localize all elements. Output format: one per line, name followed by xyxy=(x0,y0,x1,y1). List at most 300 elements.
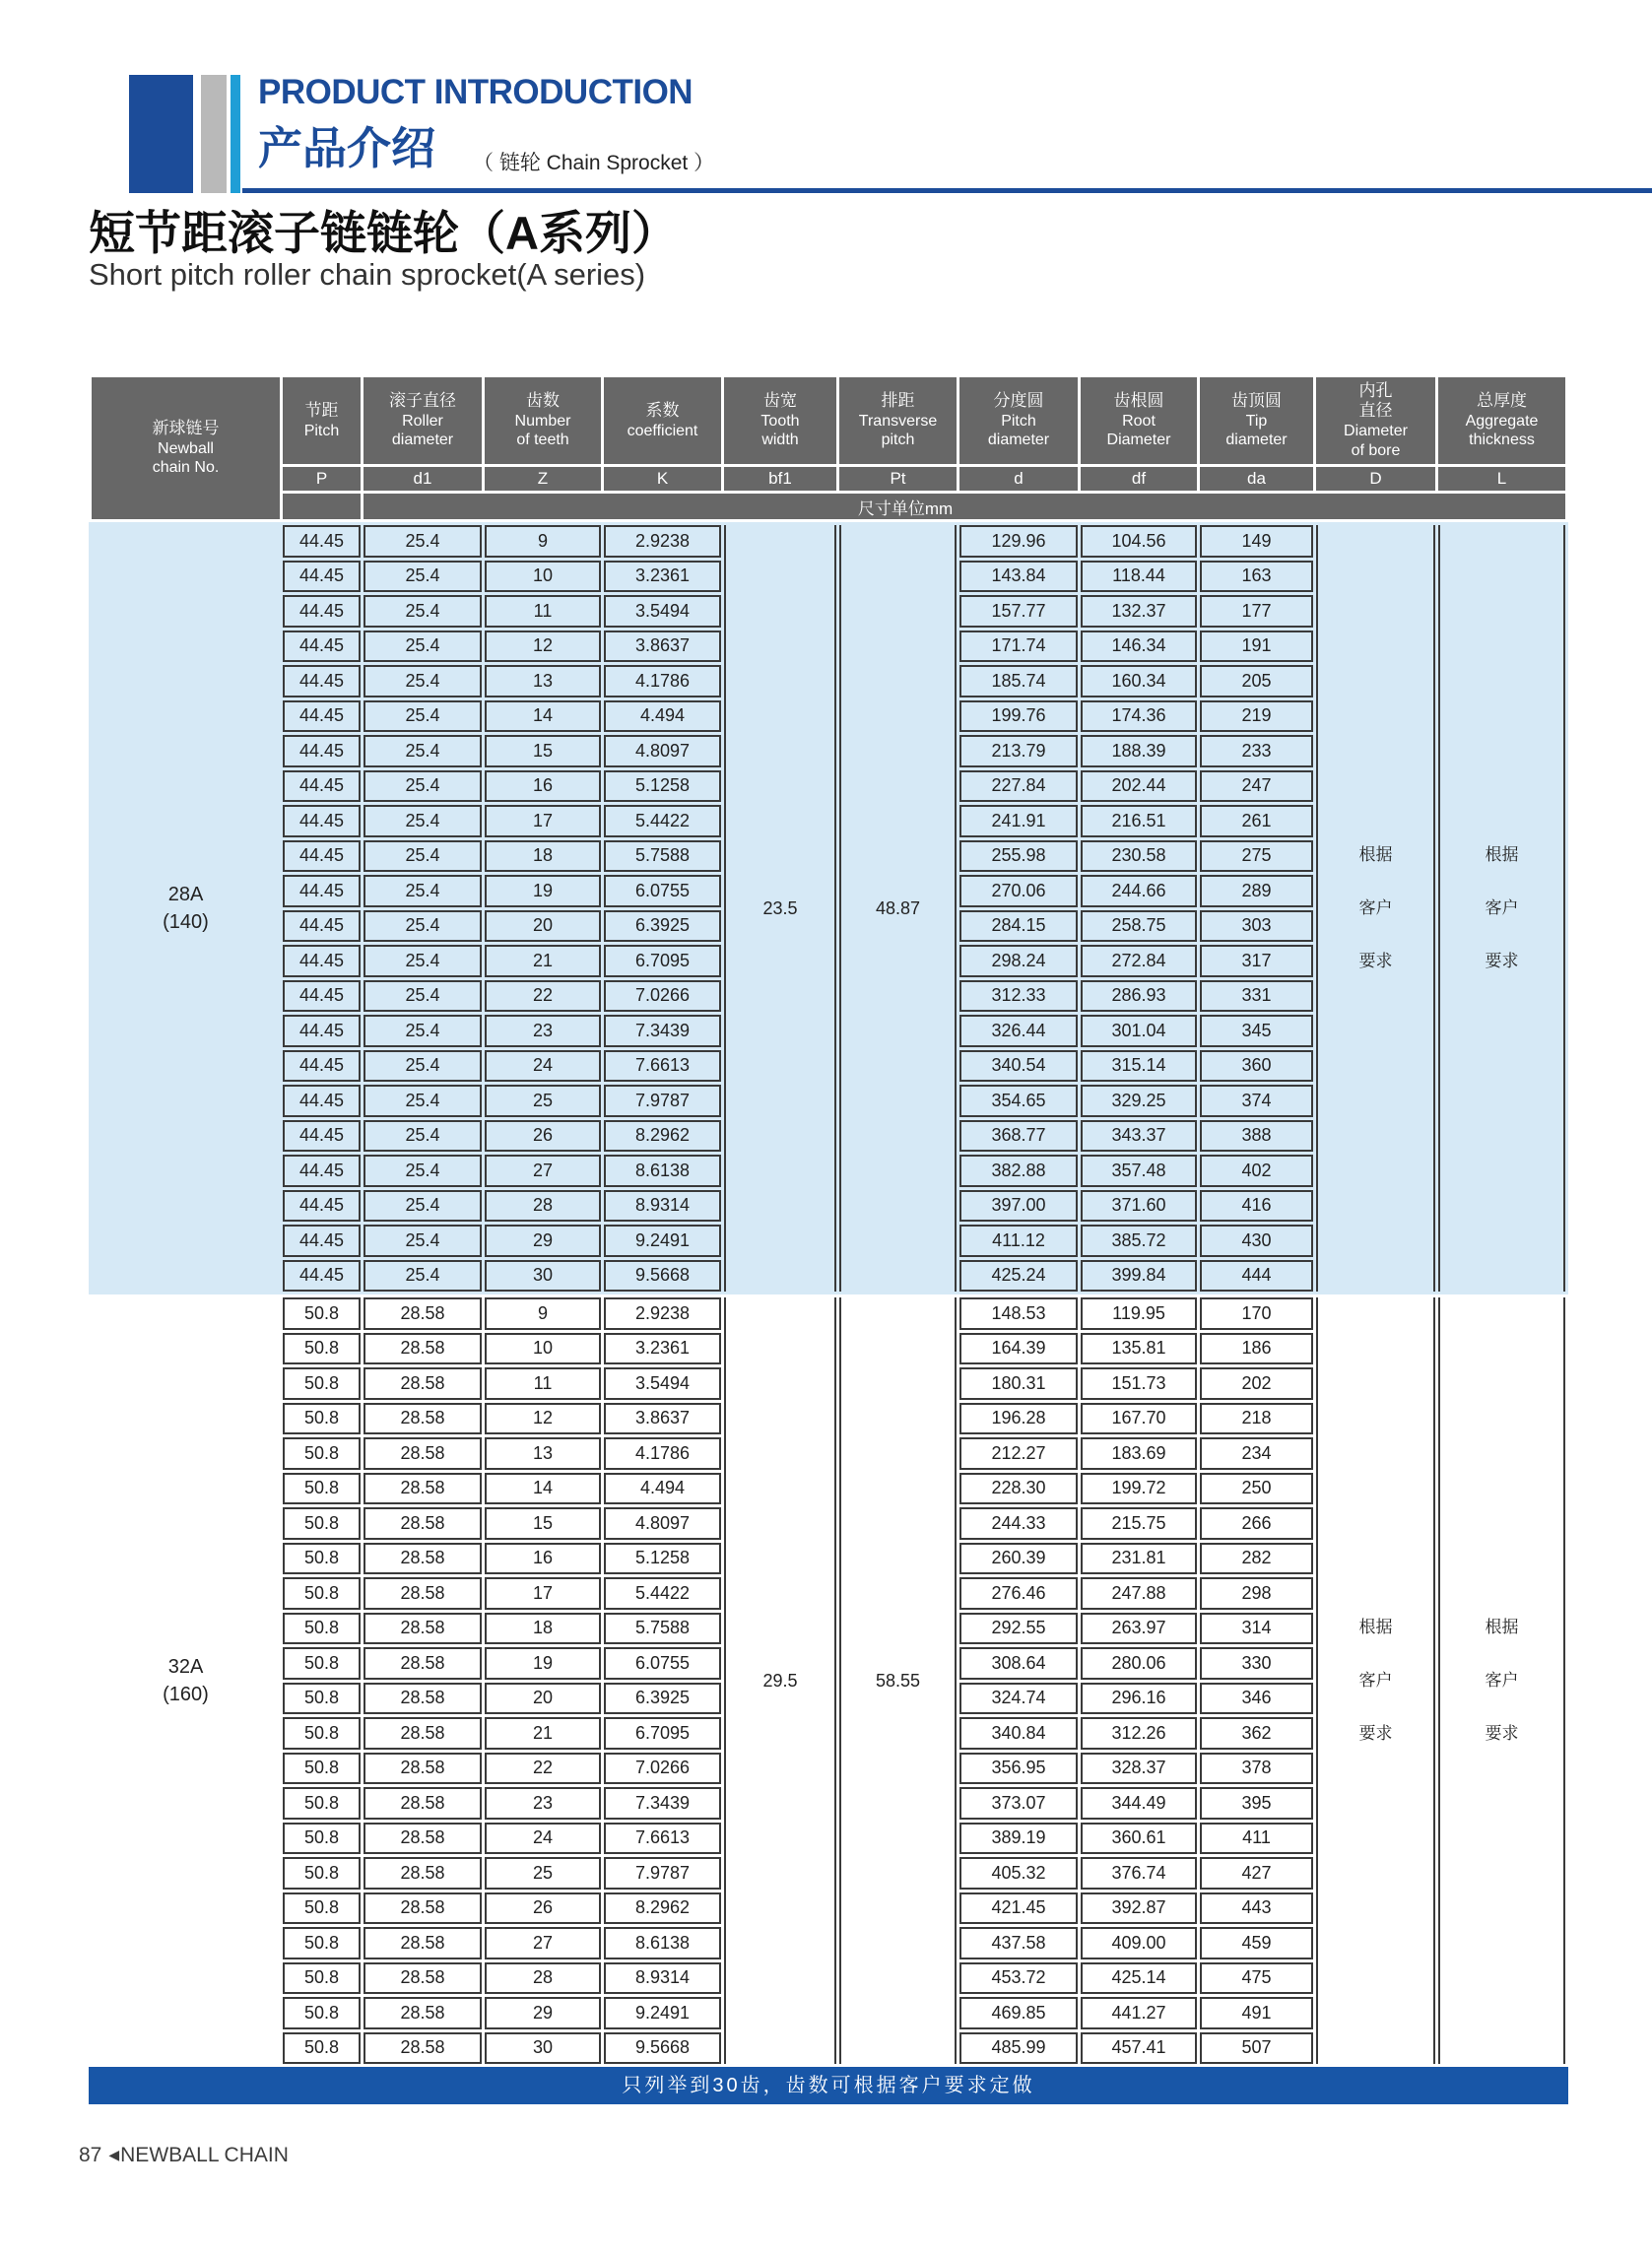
value-cell: 25.4 xyxy=(363,1120,482,1153)
value-cell: 392.87 xyxy=(1081,1892,1197,1925)
value-cell: 25.4 xyxy=(363,1015,482,1047)
value-cell: 11 xyxy=(485,1367,601,1400)
value-cell: 19 xyxy=(485,1647,601,1680)
value-cell: 44.45 xyxy=(283,700,361,733)
value-cell: 397.00 xyxy=(959,1190,1078,1223)
value-cell: 25.4 xyxy=(363,1155,482,1187)
value-cell: 343.37 xyxy=(1081,1120,1197,1153)
value-cell: 296.16 xyxy=(1081,1683,1197,1715)
value-cell: 344.49 xyxy=(1081,1787,1197,1820)
value-cell: 25.4 xyxy=(363,875,482,907)
value-cell: 50.8 xyxy=(283,1437,361,1470)
header-title-en: PRODUCT INTRODUCTION xyxy=(258,73,694,111)
value-cell: 25.4 xyxy=(363,1085,482,1117)
header-subtitle: （ 链轮 Chain Sprocket ） xyxy=(473,152,715,174)
value-cell: 19 xyxy=(485,875,601,907)
value-cell: 5.7588 xyxy=(604,1613,721,1645)
value-cell: 205 xyxy=(1200,665,1313,697)
value-cell: 135.81 xyxy=(1081,1333,1197,1365)
col-symbol-D: D xyxy=(1316,467,1435,491)
value-cell: 8.2962 xyxy=(604,1120,721,1153)
col-symbol-df: df xyxy=(1081,467,1197,491)
value-cell: 167.70 xyxy=(1081,1403,1197,1435)
value-cell: 2.9238 xyxy=(604,525,721,558)
value-cell: 28.58 xyxy=(363,1787,482,1820)
value-cell: 3.2361 xyxy=(604,1333,721,1365)
value-cell: 28.58 xyxy=(363,1857,482,1890)
value-cell: 157.77 xyxy=(959,595,1078,628)
value-cell: 28.58 xyxy=(363,1997,482,2029)
transverse-pitch-cell: 58.55 xyxy=(839,1297,957,2064)
col-symbol-K: K xyxy=(604,467,721,491)
value-cell: 8.9314 xyxy=(604,1190,721,1223)
value-cell: 25.4 xyxy=(363,805,482,837)
value-cell: 215.75 xyxy=(1081,1507,1197,1540)
value-cell: 28 xyxy=(485,1190,601,1223)
col-symbol-Z: Z xyxy=(485,467,601,491)
value-cell: 50.8 xyxy=(283,1297,361,1330)
value-cell: 459 xyxy=(1200,1927,1313,1959)
value-cell: 8.2962 xyxy=(604,1892,721,1925)
value-cell: 22 xyxy=(485,1753,601,1785)
value-cell: 44.45 xyxy=(283,1260,361,1293)
value-cell: 44.45 xyxy=(283,631,361,663)
value-cell: 25.4 xyxy=(363,770,482,803)
value-cell: 25.4 xyxy=(363,595,482,628)
value-cell: 368.77 xyxy=(959,1120,1078,1153)
aggregate-thickness-note-cell: 根据 客户 要求 xyxy=(1438,1297,1565,2064)
col-symbol-d1: d1 xyxy=(363,467,482,491)
value-cell: 25.4 xyxy=(363,561,482,593)
value-cell: 28.58 xyxy=(363,1683,482,1715)
value-cell: 324.74 xyxy=(959,1683,1078,1715)
col-header-L: 总厚度 Aggregate thickness xyxy=(1438,377,1565,464)
value-cell: 247.88 xyxy=(1081,1577,1197,1610)
spec-table-block-28A xyxy=(89,522,1568,1294)
value-cell: 7.6613 xyxy=(604,1050,721,1083)
value-cell: 170 xyxy=(1200,1297,1313,1330)
value-cell: 389.19 xyxy=(959,1823,1078,1855)
value-cell: 475 xyxy=(1200,1962,1313,1995)
value-cell: 28 xyxy=(485,1962,601,1995)
value-cell: 5.4422 xyxy=(604,1577,721,1610)
value-cell: 151.73 xyxy=(1081,1367,1197,1400)
value-cell: 382.88 xyxy=(959,1155,1078,1187)
value-cell: 7.3439 xyxy=(604,1015,721,1047)
value-cell: 3.5494 xyxy=(604,595,721,628)
value-cell: 491 xyxy=(1200,1997,1313,2029)
value-cell: 188.39 xyxy=(1081,735,1197,767)
value-cell: 12 xyxy=(485,631,601,663)
value-cell: 44.45 xyxy=(283,1190,361,1223)
value-cell: 7.9787 xyxy=(604,1857,721,1890)
value-cell: 44.45 xyxy=(283,1085,361,1117)
value-cell: 8.6138 xyxy=(604,1155,721,1187)
value-cell: 25.4 xyxy=(363,700,482,733)
section-title-cn: 短节距滚子链链轮（A系列） xyxy=(89,207,678,259)
value-cell: 13 xyxy=(485,1437,601,1470)
value-cell: 202 xyxy=(1200,1367,1313,1400)
value-cell: 6.7095 xyxy=(604,945,721,977)
col-symbol-Pt: Pt xyxy=(839,467,957,491)
value-cell: 212.27 xyxy=(959,1437,1078,1470)
value-cell: 28.58 xyxy=(363,1577,482,1610)
value-cell: 44.45 xyxy=(283,561,361,593)
value-cell: 298.24 xyxy=(959,945,1078,977)
value-cell: 50.8 xyxy=(283,1577,361,1610)
value-cell: 29 xyxy=(485,1225,601,1257)
value-cell: 17 xyxy=(485,805,601,837)
value-cell: 14 xyxy=(485,700,601,733)
value-cell: 14 xyxy=(485,1473,601,1505)
value-cell: 9.5668 xyxy=(604,2032,721,2065)
value-cell: 241.91 xyxy=(959,805,1078,837)
value-cell: 44.45 xyxy=(283,910,361,943)
value-cell: 25.4 xyxy=(363,1260,482,1293)
value-cell: 354.65 xyxy=(959,1085,1078,1117)
page-number: 87 xyxy=(79,2144,102,2166)
value-cell: 340.84 xyxy=(959,1717,1078,1750)
value-cell: 441.27 xyxy=(1081,1997,1197,2029)
value-cell: 44.45 xyxy=(283,595,361,628)
value-cell: 164.39 xyxy=(959,1333,1078,1365)
value-cell: 132.37 xyxy=(1081,595,1197,628)
value-cell: 6.7095 xyxy=(604,1717,721,1750)
value-cell: 453.72 xyxy=(959,1962,1078,1995)
spec-table-header xyxy=(89,374,1568,522)
value-cell: 7.6613 xyxy=(604,1823,721,1855)
value-cell: 25.4 xyxy=(363,910,482,943)
value-cell: 457.41 xyxy=(1081,2032,1197,2065)
value-cell: 216.51 xyxy=(1081,805,1197,837)
value-cell: 44.45 xyxy=(283,945,361,977)
bore-diameter-note-cell: 根据 客户 要求 xyxy=(1316,525,1435,1292)
value-cell: 3.8637 xyxy=(604,631,721,663)
transverse-pitch-cell: 48.87 xyxy=(839,525,957,1292)
col-header-P: 节距 Pitch xyxy=(283,377,361,464)
value-cell: 25 xyxy=(485,1085,601,1117)
value-cell: 233 xyxy=(1200,735,1313,767)
value-cell: 50.8 xyxy=(283,1647,361,1680)
value-cell: 44.45 xyxy=(283,1225,361,1257)
value-cell: 28.58 xyxy=(363,1962,482,1995)
unit-row-empty-cell xyxy=(283,494,361,519)
page-footer xyxy=(79,2144,289,2167)
chain-no-cell: 28A (140) xyxy=(163,884,209,933)
value-cell: 28.58 xyxy=(363,1333,482,1365)
col-header-d1: 滚子直径 Roller diameter xyxy=(363,377,482,464)
value-cell: 275 xyxy=(1200,840,1313,873)
value-cell: 22 xyxy=(485,980,601,1013)
value-cell: 292.55 xyxy=(959,1613,1078,1645)
aggregate-thickness-note-cell: 根据 客户 要求 xyxy=(1438,525,1565,1292)
value-cell: 345 xyxy=(1200,1015,1313,1047)
value-cell: 270.06 xyxy=(959,875,1078,907)
value-cell: 260.39 xyxy=(959,1543,1078,1575)
value-cell: 272.84 xyxy=(1081,945,1197,977)
value-cell: 44.45 xyxy=(283,1120,361,1153)
value-cell: 376.74 xyxy=(1081,1857,1197,1890)
value-cell: 28.58 xyxy=(363,1437,482,1470)
value-cell: 6.0755 xyxy=(604,1647,721,1680)
value-cell: 331 xyxy=(1200,980,1313,1013)
value-cell: 360.61 xyxy=(1081,1823,1197,1855)
value-cell: 9.2491 xyxy=(604,1225,721,1257)
value-cell: 303 xyxy=(1200,910,1313,943)
value-cell: 244.66 xyxy=(1081,875,1197,907)
value-cell: 4.494 xyxy=(604,1473,721,1505)
value-cell: 28.58 xyxy=(363,1403,482,1435)
value-cell: 244.33 xyxy=(959,1507,1078,1540)
value-cell: 171.74 xyxy=(959,631,1078,663)
value-cell: 11 xyxy=(485,595,601,628)
tooth-width-cell: 23.5 xyxy=(724,525,836,1292)
value-cell: 28.58 xyxy=(363,1823,482,1855)
value-cell: 258.75 xyxy=(1081,910,1197,943)
value-cell: 143.84 xyxy=(959,561,1078,593)
value-cell: 373.07 xyxy=(959,1787,1078,1820)
logo-accent-block-gray xyxy=(201,75,227,193)
value-cell: 3.8637 xyxy=(604,1403,721,1435)
value-cell: 227.84 xyxy=(959,770,1078,803)
value-cell: 4.1786 xyxy=(604,1437,721,1470)
value-cell: 21 xyxy=(485,1717,601,1750)
value-cell: 9 xyxy=(485,525,601,558)
value-cell: 385.72 xyxy=(1081,1225,1197,1257)
value-cell: 289 xyxy=(1200,875,1313,907)
value-cell: 360 xyxy=(1200,1050,1313,1083)
value-cell: 50.8 xyxy=(283,1507,361,1540)
value-cell: 50.8 xyxy=(283,1613,361,1645)
value-cell: 25.4 xyxy=(363,525,482,558)
value-cell: 25.4 xyxy=(363,1225,482,1257)
value-cell: 50.8 xyxy=(283,1683,361,1715)
value-cell: 50.8 xyxy=(283,1753,361,1785)
value-cell: 6.3925 xyxy=(604,1683,721,1715)
section-title-en: Short pitch roller chain sprocket(A series) xyxy=(89,257,646,292)
value-cell: 25.4 xyxy=(363,1050,482,1083)
value-cell: 425.14 xyxy=(1081,1962,1197,1995)
value-cell: 50.8 xyxy=(283,1927,361,1959)
value-cell: 26 xyxy=(485,1892,601,1925)
value-cell: 25.4 xyxy=(363,980,482,1013)
value-cell: 21 xyxy=(485,945,601,977)
value-cell: 25.4 xyxy=(363,665,482,697)
value-cell: 186 xyxy=(1200,1333,1313,1365)
value-cell: 218 xyxy=(1200,1403,1313,1435)
col-symbol-P: P xyxy=(283,467,361,491)
value-cell: 44.45 xyxy=(283,1015,361,1047)
value-cell: 469.85 xyxy=(959,1997,1078,2029)
value-cell: 196.28 xyxy=(959,1403,1078,1435)
value-cell: 177 xyxy=(1200,595,1313,628)
left-triangle-icon: ◀ xyxy=(108,2147,120,2162)
value-cell: 378 xyxy=(1200,1753,1313,1785)
value-cell: 421.45 xyxy=(959,1892,1078,1925)
value-cell: 6.0755 xyxy=(604,875,721,907)
value-cell: 7.0266 xyxy=(604,1753,721,1785)
value-cell: 444 xyxy=(1200,1260,1313,1293)
col-header-Z: 齿数 Number of teeth xyxy=(485,377,601,464)
value-cell: 185.74 xyxy=(959,665,1078,697)
col-header-bf1: 齿宽 Tooth width xyxy=(724,377,836,464)
value-cell: 5.7588 xyxy=(604,840,721,873)
value-cell: 362 xyxy=(1200,1717,1313,1750)
value-cell: 357.48 xyxy=(1081,1155,1197,1187)
value-cell: 9.5668 xyxy=(604,1260,721,1293)
value-cell: 308.64 xyxy=(959,1647,1078,1680)
value-cell: 416 xyxy=(1200,1190,1313,1223)
value-cell: 183.69 xyxy=(1081,1437,1197,1470)
value-cell: 30 xyxy=(485,1260,601,1293)
value-cell: 104.56 xyxy=(1081,525,1197,558)
col-header-D: 内孔 直径 Diameter of bore xyxy=(1316,377,1435,464)
value-cell: 25.4 xyxy=(363,945,482,977)
value-cell: 25.4 xyxy=(363,631,482,663)
value-cell: 10 xyxy=(485,561,601,593)
value-cell: 24 xyxy=(485,1823,601,1855)
value-cell: 20 xyxy=(485,1683,601,1715)
value-cell: 8.6138 xyxy=(604,1927,721,1959)
value-cell: 213.79 xyxy=(959,735,1078,767)
spec-table-block-32A xyxy=(89,1294,1568,2067)
value-cell: 28.58 xyxy=(363,1507,482,1540)
value-cell: 255.98 xyxy=(959,840,1078,873)
value-cell: 7.3439 xyxy=(604,1787,721,1820)
col-header-chain-no: 新球链号 Newball chain No. xyxy=(92,377,280,519)
value-cell: 282 xyxy=(1200,1543,1313,1575)
value-cell: 18 xyxy=(485,840,601,873)
value-cell: 374 xyxy=(1200,1085,1313,1117)
chain-no-cell: 32A (160) xyxy=(163,1656,209,1705)
value-cell: 328.37 xyxy=(1081,1753,1197,1785)
value-cell: 27 xyxy=(485,1927,601,1959)
value-cell: 9.2491 xyxy=(604,1997,721,2029)
value-cell: 50.8 xyxy=(283,1543,361,1575)
value-cell: 28.58 xyxy=(363,1927,482,1959)
value-cell: 2.9238 xyxy=(604,1297,721,1330)
value-cell: 191 xyxy=(1200,631,1313,663)
value-cell: 28.58 xyxy=(363,2032,482,2065)
value-cell: 119.95 xyxy=(1081,1297,1197,1330)
value-cell: 395 xyxy=(1200,1787,1313,1820)
value-cell: 7.0266 xyxy=(604,980,721,1013)
value-cell: 13 xyxy=(485,665,601,697)
header-rule xyxy=(242,188,1652,193)
value-cell: 174.36 xyxy=(1081,700,1197,733)
value-cell: 50.8 xyxy=(283,1333,361,1365)
value-cell: 10 xyxy=(485,1333,601,1365)
value-cell: 44.45 xyxy=(283,525,361,558)
value-cell: 50.8 xyxy=(283,1717,361,1750)
value-cell: 25 xyxy=(485,1857,601,1890)
col-symbol-d: d xyxy=(959,467,1078,491)
value-cell: 15 xyxy=(485,1507,601,1540)
value-cell: 27 xyxy=(485,1155,601,1187)
col-symbol-L: L xyxy=(1438,467,1565,491)
value-cell: 44.45 xyxy=(283,770,361,803)
value-cell: 50.8 xyxy=(283,1997,361,2029)
value-cell: 7.9787 xyxy=(604,1085,721,1117)
value-cell: 5.1258 xyxy=(604,1543,721,1575)
value-cell: 25.4 xyxy=(363,1190,482,1223)
value-cell: 312.33 xyxy=(959,980,1078,1013)
value-cell: 4.8097 xyxy=(604,1507,721,1540)
logo-accent-block-blue xyxy=(129,75,193,193)
value-cell: 405.32 xyxy=(959,1857,1078,1890)
value-cell: 118.44 xyxy=(1081,561,1197,593)
value-cell: 148.53 xyxy=(959,1297,1078,1330)
table-footnote-bar: 只列举到30齿，齿数可根据客户要求定做 xyxy=(89,2067,1568,2104)
value-cell: 30 xyxy=(485,2032,601,2065)
value-cell: 280.06 xyxy=(1081,1647,1197,1680)
value-cell: 44.45 xyxy=(283,735,361,767)
col-header-d: 分度圆 Pitch diameter xyxy=(959,377,1078,464)
logo-accent-block-cyan xyxy=(231,75,240,193)
value-cell: 402 xyxy=(1200,1155,1313,1187)
value-cell: 234 xyxy=(1200,1437,1313,1470)
value-cell: 485.99 xyxy=(959,2032,1078,2065)
value-cell: 330 xyxy=(1200,1647,1313,1680)
value-cell: 371.60 xyxy=(1081,1190,1197,1223)
value-cell: 247 xyxy=(1200,770,1313,803)
value-cell: 50.8 xyxy=(283,1403,361,1435)
value-cell: 17 xyxy=(485,1577,601,1610)
value-cell: 28.58 xyxy=(363,1717,482,1750)
value-cell: 3.5494 xyxy=(604,1367,721,1400)
value-cell: 28.58 xyxy=(363,1613,482,1645)
spec-table-area xyxy=(89,374,1568,2104)
value-cell: 20 xyxy=(485,910,601,943)
value-cell: 284.15 xyxy=(959,910,1078,943)
value-cell: 50.8 xyxy=(283,2032,361,2065)
value-cell: 44.45 xyxy=(283,1155,361,1187)
value-cell: 29 xyxy=(485,1997,601,2029)
value-cell: 507 xyxy=(1200,2032,1313,2065)
value-cell: 3.2361 xyxy=(604,561,721,593)
value-cell: 28.58 xyxy=(363,1367,482,1400)
value-cell: 50.8 xyxy=(283,1892,361,1925)
value-cell: 50.8 xyxy=(283,1473,361,1505)
value-cell: 50.8 xyxy=(283,1962,361,1995)
value-cell: 4.8097 xyxy=(604,735,721,767)
value-cell: 409.00 xyxy=(1081,1927,1197,1959)
brand-name: NEWBALL CHAIN xyxy=(120,2144,289,2166)
value-cell: 317 xyxy=(1200,945,1313,977)
value-cell: 202.44 xyxy=(1081,770,1197,803)
bore-diameter-note-cell: 根据 客户 要求 xyxy=(1316,1297,1435,2064)
value-cell: 199.76 xyxy=(959,700,1078,733)
value-cell: 315.14 xyxy=(1081,1050,1197,1083)
col-header-Pt: 排距 Transverse pitch xyxy=(839,377,957,464)
value-cell: 9 xyxy=(485,1297,601,1330)
value-cell: 24 xyxy=(485,1050,601,1083)
value-cell: 219 xyxy=(1200,700,1313,733)
value-cell: 6.3925 xyxy=(604,910,721,943)
value-cell: 4.494 xyxy=(604,700,721,733)
value-cell: 250 xyxy=(1200,1473,1313,1505)
tooth-width-cell: 29.5 xyxy=(724,1297,836,2064)
value-cell: 15 xyxy=(485,735,601,767)
value-cell: 28.58 xyxy=(363,1892,482,1925)
unit-note-cell: 尺寸单位mm xyxy=(363,494,1565,519)
value-cell: 44.45 xyxy=(283,875,361,907)
value-cell: 427 xyxy=(1200,1857,1313,1890)
value-cell: 44.45 xyxy=(283,840,361,873)
value-cell: 346 xyxy=(1200,1683,1313,1715)
header-title-cn: 产品介绍 xyxy=(258,123,436,173)
value-cell: 18 xyxy=(485,1613,601,1645)
